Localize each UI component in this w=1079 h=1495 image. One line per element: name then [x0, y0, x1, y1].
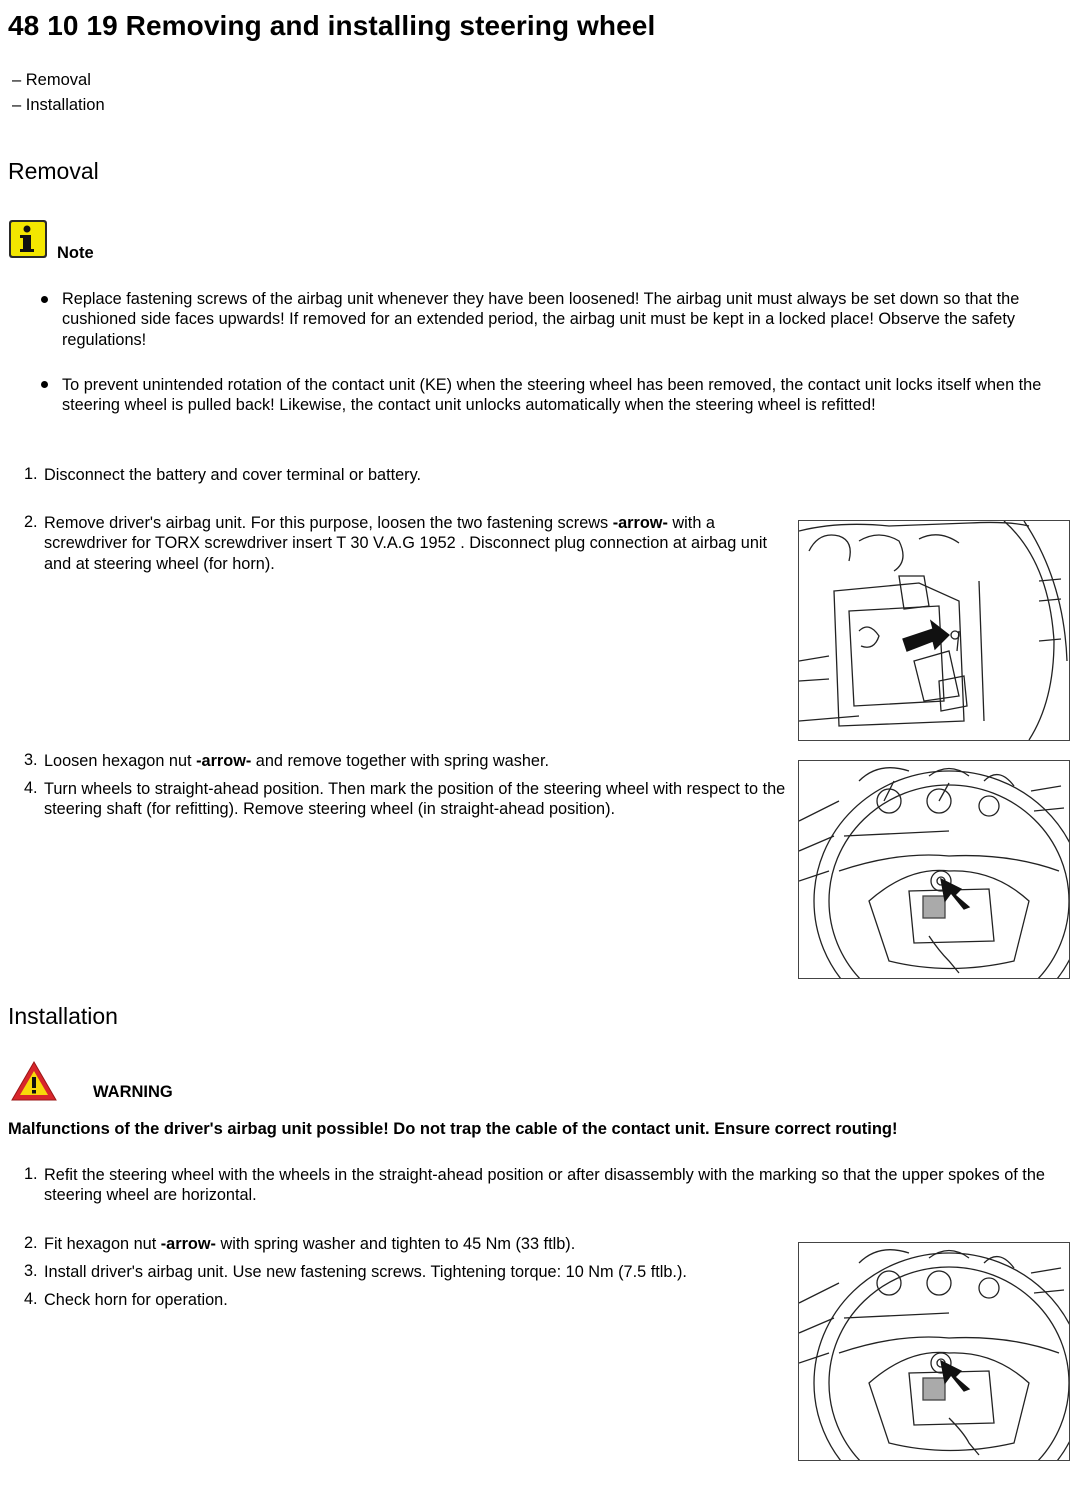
installation-step-4-text: Check horn for operation. [44, 1291, 228, 1309]
installation-step-1-text: Refit the steering wheel with the wheels in the straight-ahead position or after disassembly with the marking so that the upper spokes of the steering wheel are horizontal. [44, 1166, 1045, 1205]
table-of-contents [12, 68, 105, 118]
removal-step-2-text: Remove driver's airbag unit. For this purpose, loosen the two fastening screws -arrow- with a screwdriver for TORX screwdriver insert T 30 V.A.G 1952 . Disconnect plug connection at airbag unit and at steering wheel (for horn). [44, 514, 768, 573]
warning-label: WARNING [93, 1083, 173, 1101]
warning-icon [10, 1060, 58, 1102]
page-title: 48 10 19 Removing and installing steering wheel [8, 10, 656, 41]
warning-text: Malfunctions of the driver's airbag unit possible! Do not trap the cable of the contact unit. Ensure correct routing! [8, 1120, 898, 1138]
figure-hexagon-nut-install [798, 1242, 1070, 1461]
installation-step-4-number: 4. [24, 1290, 38, 1308]
arrow-label: -arrow- [196, 752, 252, 770]
removal-step-3-number: 3. [24, 751, 38, 769]
installation-step-3-text: Install driver's airbag unit. Use new fastening screws. Tightening torque: 10 Nm (7.5 ftlb.). [44, 1263, 687, 1281]
removal-step-3-text: Loosen hexagon nut -arrow- and remove together with spring washer. [44, 752, 550, 770]
toc-link-installation[interactable]: – Installation [12, 96, 105, 114]
removal-heading: Removal [8, 158, 99, 184]
installation-step-2-number: 2. [24, 1234, 38, 1252]
note-bullet-2: To prevent unintended rotation of the contact unit (KE) when the steering wheel has been removed, the contact unit locks itself when the steering wheel is pulled back! Likewise, the contact unit unlocks automatically when the steering wheel is refitted! [62, 376, 1042, 415]
figure-airbag-screws [798, 520, 1070, 741]
installation-step-2-text: Fit hexagon nut -arrow- with spring washer and tighten to 45 Nm (33 ftlb). [44, 1235, 576, 1253]
arrow-label: -arrow- [160, 1235, 216, 1253]
removal-step-1-number: 1. [24, 465, 38, 483]
note-bullet-1: Replace fastening screws of the airbag unit whenever they have been loosened! The airbag unit must always be set down so that the cushioned side faces upwards! If removed for an extended period, the airbag unit must be kept in a locked place! Observe the safety regulations! [62, 290, 1020, 349]
toc-link-removal[interactable]: – Removal [12, 71, 91, 89]
removal-step-2-number: 2. [24, 513, 38, 531]
bullet-icon [41, 381, 48, 388]
removal-step-4-number: 4. [24, 779, 38, 797]
bullet-icon [41, 296, 48, 303]
figure-steering-wheel-nut [798, 760, 1070, 979]
installation-step-3-number: 3. [24, 1262, 38, 1280]
removal-step-1-text: Disconnect the battery and cover terminal or battery. [44, 466, 422, 484]
installation-heading: Installation [8, 1003, 118, 1029]
note-label: Note [57, 244, 94, 262]
removal-step-4-text: Turn wheels to straight-ahead position. Then mark the position of the steering wheel with respect to the steering shaft (for refitting). Remove steering wheel (in straight-ahead position). [44, 780, 786, 819]
info-icon [8, 219, 48, 259]
arrow-label: -arrow- [612, 514, 668, 532]
installation-step-1-number: 1. [24, 1165, 38, 1183]
